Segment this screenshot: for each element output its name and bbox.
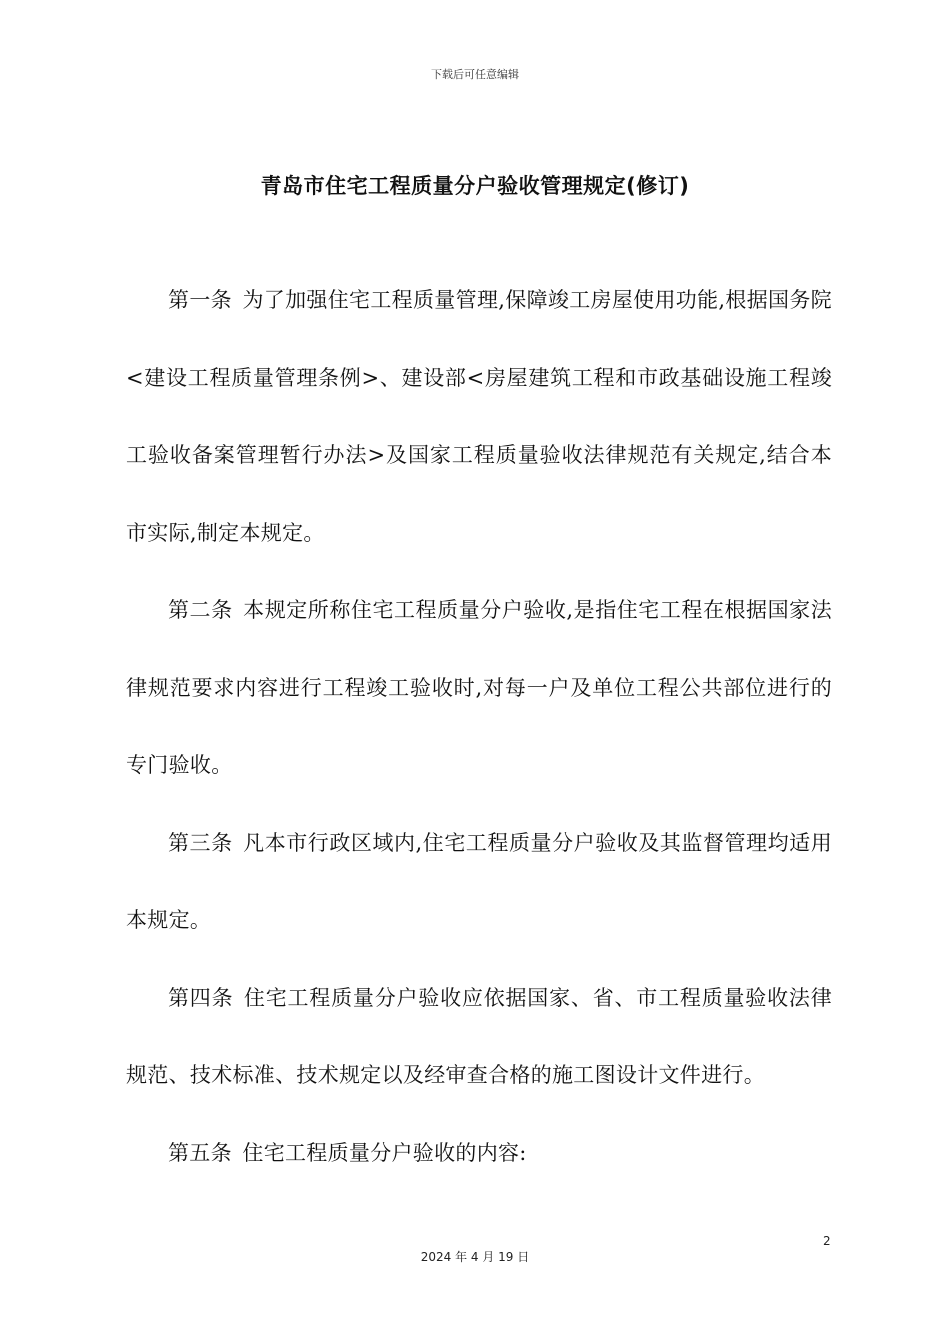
- article-2: [126, 572, 832, 805]
- document-body: [126, 262, 832, 1192]
- article-5: [126, 1115, 832, 1193]
- article-number: 第五条: [168, 1140, 232, 1165]
- page-number: 2: [823, 1234, 831, 1248]
- article-text: 为了加强住宅工程质量管理,保障竣工房屋使用功能,根据国务院<建设工程质量管理条例>、建设部<房屋建筑工程和市政基础设施工程竣工验收备案管理暂行办法>及国家工程质量验收法律规范有关规定,结合本市实际,制定本规定。: [126, 288, 832, 545]
- article-number: 第三条: [168, 830, 233, 855]
- article-number: 第一条: [168, 288, 232, 312]
- article-3: [126, 805, 832, 960]
- article-4: [126, 960, 832, 1115]
- article-text: 住宅工程质量分户验收应依据国家、省、市工程质量验收法律规范、技术标准、技术规定以及经审查合格的施工图设计文件进行。: [126, 985, 832, 1087]
- footer-date: 2024 年 4 月 19 日: [420, 1250, 530, 1264]
- document-title: 青岛市住宅工程质量分户验收管理规定(修订): [260, 174, 690, 198]
- article-text: 住宅工程质量分户验收的内容:: [242, 1140, 527, 1165]
- article-text: 本规定所称住宅工程质量分户验收,是指住宅工程在根据国家法律规范要求内容进行工程竣工验收时,对每一户及单位工程公共部位进行的专门验收。: [126, 598, 832, 777]
- header-note: 下载后可任意编辑: [431, 68, 519, 81]
- article-number: 第四条: [168, 985, 234, 1010]
- article-number: 第二条: [168, 598, 233, 622]
- article-1: [126, 262, 832, 572]
- article-text: 凡本市行政区域内,住宅工程质量分户验收及其监督管理均适用本规定。: [126, 830, 832, 932]
